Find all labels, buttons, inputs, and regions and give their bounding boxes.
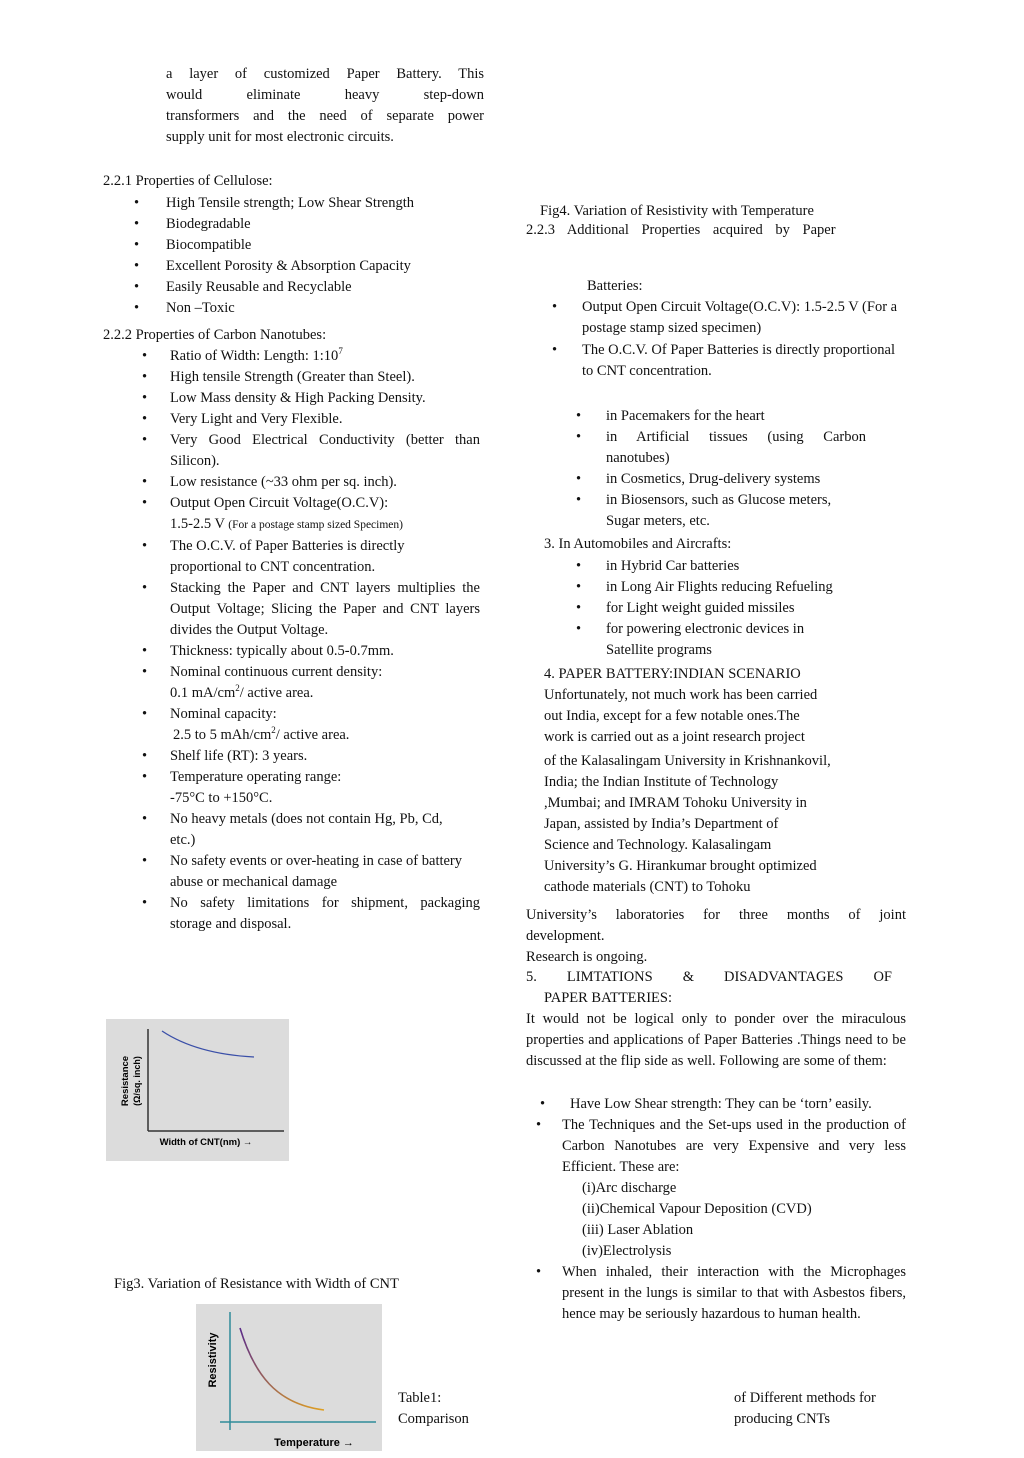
auto-item-text: in Hybrid Car batteries xyxy=(606,558,740,574)
table1-caption-part2 xyxy=(734,1388,876,1430)
list-item: • High Tensile strength; Low Shear Strength xyxy=(104,193,504,214)
list-item: • Very Good Electrical Conductivity (better than Silicon). xyxy=(104,430,480,472)
add-item-text: The O.C.V. Of Paper Batteries is directly proportional to CNT concentration. xyxy=(582,342,896,379)
current-value: 0.1 mA/cm xyxy=(170,685,236,701)
list-item xyxy=(526,556,886,577)
list-item: • Thickness: typically about 0.5-0.7mm. xyxy=(104,641,480,662)
auto-list xyxy=(526,556,886,661)
ratio-exponent: 7 xyxy=(338,346,343,357)
bullet: • xyxy=(576,429,582,445)
list-item: • Shelf life (RT): 3 years. xyxy=(104,746,480,767)
india-paragraph xyxy=(544,685,914,898)
list-item xyxy=(104,767,480,809)
table1-caption-line: producing CNTs xyxy=(734,1411,831,1427)
methods-list xyxy=(526,1178,906,1262)
india-line: ,Mumbai; and IMRAM Tohoku University in xyxy=(544,795,807,811)
health-item-text: in Cosmetics, Drug-delivery systems xyxy=(606,471,821,487)
method-item: (i)Arc discharge xyxy=(582,1180,677,1196)
list-item xyxy=(104,662,480,704)
list-item xyxy=(526,1115,906,1178)
auto-item-text: in Long Air Flights reducing Refueling xyxy=(606,579,833,595)
bullet: • xyxy=(536,1117,542,1133)
india-line: work is carried out as a joint research project xyxy=(544,729,805,745)
india-line: out India, except for a few notable ones.The xyxy=(544,708,800,724)
list-item xyxy=(104,704,480,746)
current-label: • Nominal continuous current density: xyxy=(170,664,383,680)
fig3-caption: Fig3. Variation of Resistance with Width of CNT xyxy=(114,1276,399,1292)
intro-line: would eliminate heavy step-down xyxy=(166,87,484,103)
techniques-text: The Techniques and the Set-ups used in the production of Carbon Nanotubes are very Expensive and very less Efficient. These are: xyxy=(562,1117,906,1175)
bullet: • xyxy=(576,600,582,616)
shear-text: Have Low Shear strength: They can be ‘torn’ easily. xyxy=(570,1096,872,1112)
additional-heading-text: 2.2.3 Additional Properties acquired by Paper xyxy=(526,222,836,238)
fig4-ylabel: Resistivity xyxy=(207,1332,219,1388)
list-item: • No safety limitations for shipment, packaging storage and disposal. xyxy=(104,893,480,935)
list-item xyxy=(104,493,480,536)
list-item: • Easily Reusable and Recyclable xyxy=(104,277,504,298)
health-item-text: in Pacemakers for the heart xyxy=(606,408,765,424)
bullet: • xyxy=(576,579,582,595)
list-item: • High tensile Strength (Greater than Steel). xyxy=(104,367,480,388)
current-unit: / active area. xyxy=(239,685,314,701)
list-item: • Biocompatible xyxy=(104,235,504,256)
capacity-value-line xyxy=(170,725,480,746)
fig4-svg xyxy=(196,1304,382,1451)
auto-item-text: for Light weight guided missiles xyxy=(606,600,795,616)
fig3-xlabel: Width of CNT(nm) → xyxy=(159,1137,253,1148)
bullet: • xyxy=(576,471,582,487)
list-item xyxy=(526,297,898,339)
fig4-xlabel: Temperature → xyxy=(274,1437,354,1449)
list-item xyxy=(526,1094,906,1115)
health-item-text: in Biosensors, such as Glucose meters, Sugar meters, etc. xyxy=(606,492,832,529)
bullet: • xyxy=(536,1264,542,1280)
capacity-exponent: 2 xyxy=(271,725,276,736)
temp-label: • Temperature operating range: xyxy=(170,769,342,785)
bullet: • xyxy=(576,621,582,637)
list-item xyxy=(526,598,886,619)
bullet: • xyxy=(552,299,558,315)
list-item: • Biodegradable xyxy=(104,214,504,235)
list-item: • Very Light and Very Flexible. xyxy=(104,409,480,430)
limit-paragraph: It would not be logical only to ponder over the miraculous properties and applications of Paper Batteries .Things need to be discussed at the flip side as well. Following are some of them: xyxy=(526,1011,906,1069)
india-line: India; the Indian Institute of Technology xyxy=(544,774,779,790)
table1-caption-line: Comparison xyxy=(398,1411,469,1427)
bullet: • xyxy=(576,408,582,424)
list-item xyxy=(526,469,866,490)
list-item: • Low Mass density & High Packing Density. xyxy=(104,388,480,409)
list-item: • Non –Toxic xyxy=(104,298,504,319)
list-item xyxy=(526,577,886,598)
auto-item-text: for powering electronic devices in Satellite programs xyxy=(606,621,805,658)
fig3-ylabel-2: (Ω/sq. inch) xyxy=(132,1056,142,1106)
list-item: • Low resistance (~33 ohm per sq. inch). xyxy=(104,472,480,493)
list-item xyxy=(526,427,866,469)
list-item: • No heavy metals (does not contain Hg, Pb, Cd, etc.) xyxy=(104,809,480,851)
india-tail-line: University’s laboratories for three months of joint xyxy=(526,907,906,923)
method-item: (ii)Chemical Vapour Deposition (CVD) xyxy=(582,1201,812,1217)
capacity-unit: / active area. xyxy=(275,727,350,743)
india-heading: 4. PAPER BATTERY:INDIAN SCENARIO xyxy=(544,666,801,682)
ocv-value: 1.5-2.5 V xyxy=(170,516,225,532)
list-item xyxy=(526,406,866,427)
ocv-value-line xyxy=(170,514,480,536)
limit-heading-2: PAPER BATTERIES: xyxy=(544,990,672,1006)
intro-line: a layer of customized Paper Battery. This xyxy=(166,66,484,82)
auto-heading: 3. In Automobiles and Aircrafts: xyxy=(544,536,732,552)
table1-caption-line: Table1: xyxy=(398,1390,442,1406)
list-item xyxy=(104,346,480,367)
cellulose-list xyxy=(104,193,504,319)
additional-heading xyxy=(526,220,896,241)
india-tail-line: development. xyxy=(526,928,605,944)
cellulose-heading: 2.2.1 Properties of Cellulose: xyxy=(103,173,273,189)
table1-caption-line: of Different methods for xyxy=(734,1390,876,1406)
india-line: Unfortunately, not much work has been carried xyxy=(544,687,818,703)
capacity-value: 2.5 to 5 mAh/cm xyxy=(173,727,272,743)
list-item: • The O.C.V. of Paper Batteries is directly proportional to CNT concentration. xyxy=(104,536,480,578)
india-line: Japan, assisted by India’s Department of xyxy=(544,816,779,832)
ratio-text: Ratio of Width: Length: 1:10 xyxy=(170,348,339,364)
add-item-text: Output Open Circuit Voltage(O.C.V): 1.5-2.5 V (For a postage stamp sized specimen) xyxy=(582,299,898,336)
current-exponent: 2 xyxy=(235,683,240,694)
batteries-label: Batteries: xyxy=(587,278,643,294)
table1-caption-part1 xyxy=(398,1388,469,1430)
cnt-heading: 2.2.2 Properties of Carbon Nanotubes: xyxy=(103,327,327,343)
method-item: (iii) Laser Ablation xyxy=(582,1222,694,1238)
india-line: Science and Technology. Kalasalingam xyxy=(544,837,772,853)
bullet: • xyxy=(552,342,558,358)
intro-paragraph xyxy=(166,64,484,148)
fig3-ylabel-1: Resistance xyxy=(120,1055,131,1107)
method-item: (iv)Electrolysis xyxy=(582,1243,672,1259)
research-ongoing: Research is ongoing. xyxy=(526,949,648,965)
capacity-label: • Nominal capacity: xyxy=(170,706,277,722)
inhaled-text: When inhaled, their interaction with the Microphages present in the lungs is similar to that with Asbestos fibers, hence may be seriously hazardous to human health. xyxy=(562,1264,906,1322)
fig4-caption: Fig4. Variation of Resistivity with Temperature xyxy=(540,203,814,219)
limit-heading-1: 5. LIMTATIONS & DISADVANTAGES OF xyxy=(526,969,892,985)
limit-list xyxy=(526,1094,906,1325)
list-item: • Stacking the Paper and CNT layers multiplies the Output Voltage; Slicing the Paper and CNT layers divides the Output Voltage. xyxy=(104,578,480,641)
ocv-label: • Output Open Circuit Voltage(O.C.V): xyxy=(170,495,389,511)
fig3-resistance-chart xyxy=(106,1019,289,1161)
fig3-svg xyxy=(106,1019,289,1161)
intro-line: supply unit for most electronic circuits. xyxy=(166,129,394,145)
list-item xyxy=(526,619,886,661)
ocv-note: (For a postage stamp sized Specimen) xyxy=(228,519,403,531)
list-item: • Excellent Porosity & Absorption Capacity xyxy=(104,256,504,277)
intro-line: transformers and the need of separate power xyxy=(166,108,484,124)
temp-value: -75°C to +150°C. xyxy=(170,790,273,806)
list-item xyxy=(526,1262,906,1325)
list-item xyxy=(526,340,898,382)
fig4-resistivity-chart xyxy=(196,1304,382,1451)
india-line: of the Kalasalingam University in Krishnankovil, xyxy=(544,753,831,769)
health-item-text: in Artificial tissues (using Carbon nanotubes) xyxy=(606,429,866,466)
list-item: • No safety events or over-heating in case of battery abuse or mechanical damage xyxy=(104,851,480,893)
health-list xyxy=(526,406,866,532)
additional-list xyxy=(526,297,898,382)
india-tail xyxy=(526,905,906,968)
india-line: cathode materials (CNT) to Tohoku xyxy=(544,879,751,895)
bullet: • xyxy=(576,558,582,574)
india-line: University’s G. Hirankumar brought optimized xyxy=(544,858,817,874)
cnt-properties-list xyxy=(104,346,480,935)
bullet: • xyxy=(540,1096,546,1112)
list-item xyxy=(526,490,866,532)
current-value-line xyxy=(170,683,480,704)
bullet: • xyxy=(576,492,582,508)
fig4-background xyxy=(196,1304,382,1451)
